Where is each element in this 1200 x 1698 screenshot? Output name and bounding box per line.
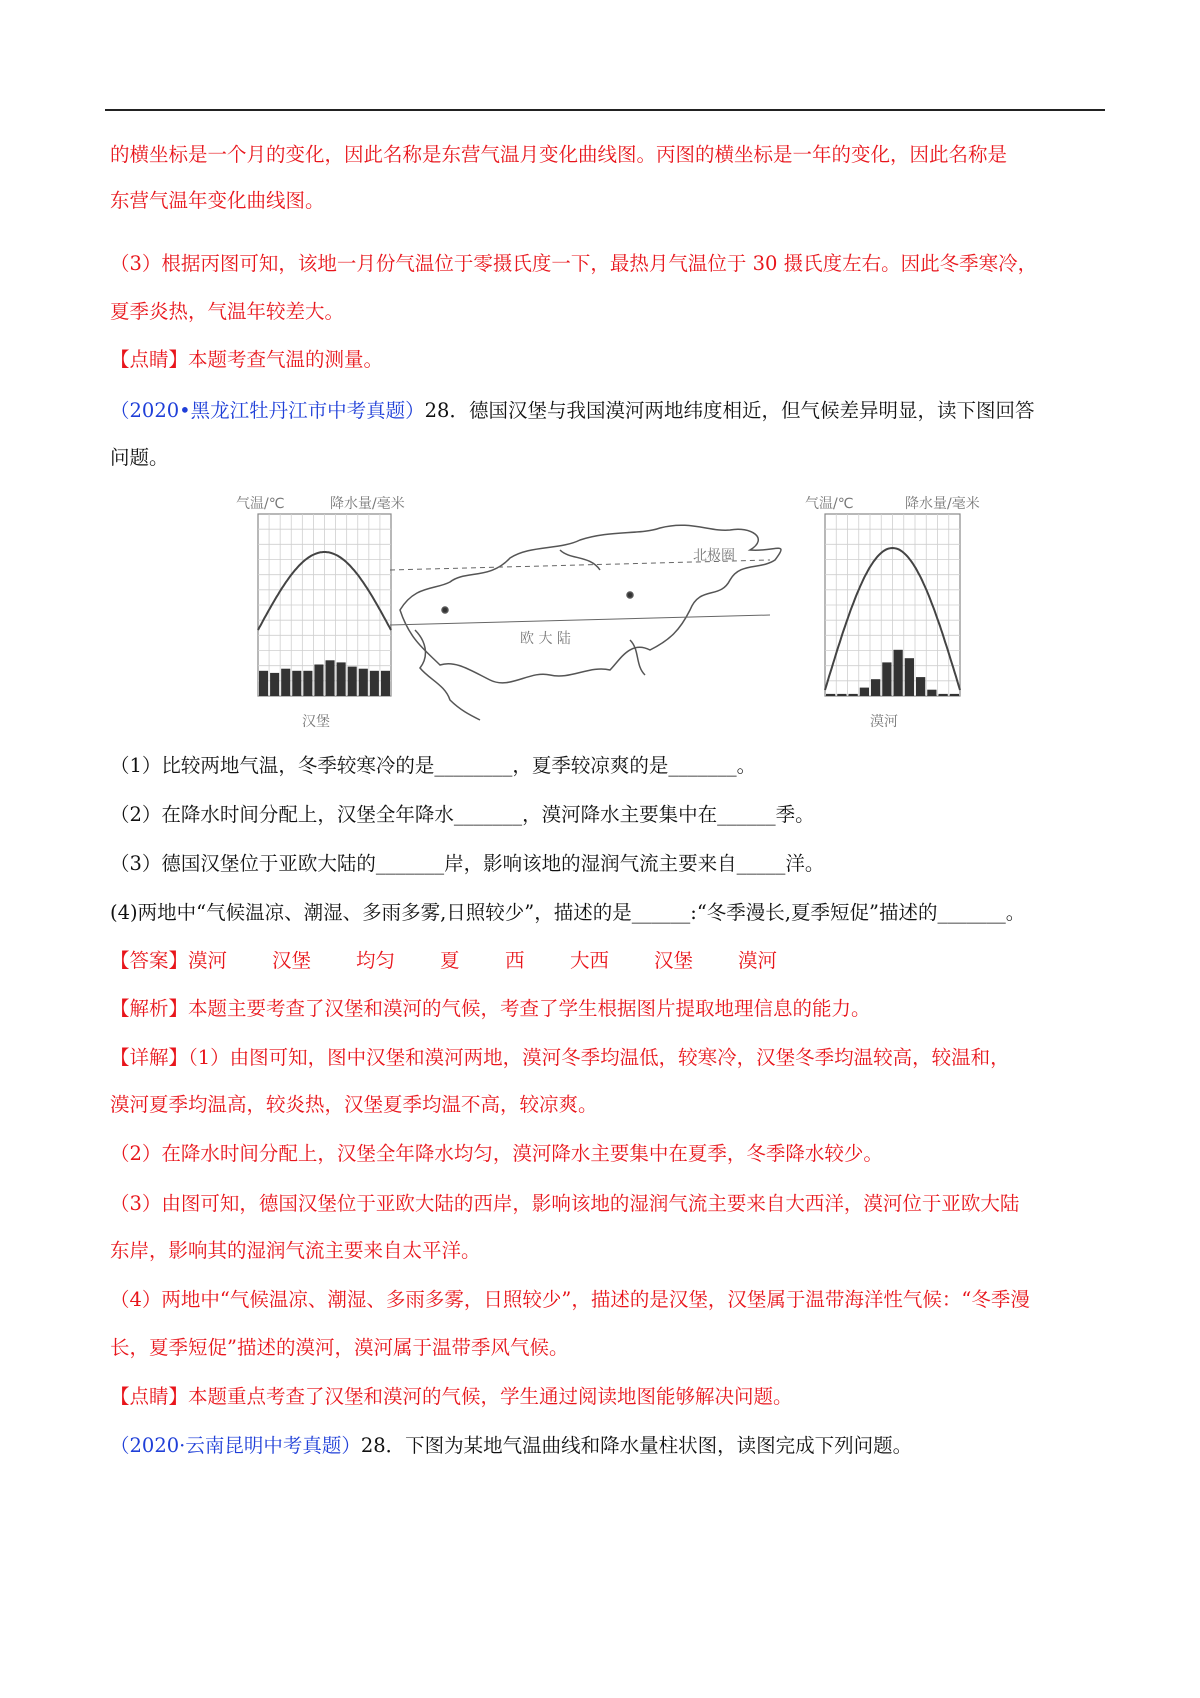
detail-line: 【详解】（1）由图可知，图中汉堡和漠河两地，漠河冬季均温低，较寒冷，汉堡冬季均温较高，较温和，: [110, 1046, 1010, 1069]
precip-bar: [270, 673, 279, 696]
answer-line: [110, 947, 777, 975]
answer-item: 夏: [440, 949, 460, 972]
answer-item: 大西: [570, 949, 610, 972]
right-city-label: 漠河: [870, 714, 898, 730]
source-tag: （2020·云南昆明中考真题）: [110, 1434, 361, 1457]
precip-bar: [348, 667, 357, 696]
answer-item: 汉堡: [654, 949, 694, 972]
precip-bar: [314, 665, 323, 697]
answer-label: 【答案】: [110, 949, 189, 972]
detail-line: 东岸，影响其的湿润气流主要来自太平洋。: [110, 1239, 481, 1262]
answer-item: 漠河: [738, 949, 778, 972]
precip-bar: [359, 669, 368, 696]
precip-bar: [326, 660, 335, 696]
source-tag: （2020•黑龙江牡丹江市中考真题）: [110, 399, 425, 422]
question-text: 28．下图为某地气温曲线和降水量柱状图，读图完成下列问题。: [360, 1434, 913, 1457]
question-1: （1）比较两地气温，冬季较寒冷的是________，夏季较凉爽的是_______。: [110, 754, 757, 777]
precip-bar: [950, 694, 959, 696]
precip-bar: [281, 669, 290, 696]
answer-item: 西: [505, 949, 525, 972]
precip-bar: [826, 694, 835, 696]
comment-line: 【点睛】本题考查气温的测量。: [110, 348, 384, 371]
text-line: 的横坐标是一个月的变化，因此名称是东营气温月变化曲线图。丙图的横坐标是一年的变化，因此名称是: [110, 143, 1008, 166]
question-text: 问题。: [110, 446, 169, 469]
precip-bar: [860, 688, 869, 696]
continent-label: 欧 大 陆: [520, 631, 571, 647]
precip-bar: [381, 671, 390, 696]
detail-line: （3）由图可知，德国汉堡位于亚欧大陆的西岸，影响该地的湿润气流主要来自大西洋，漠河位于亚欧大陆: [110, 1192, 1020, 1215]
climate-figure: [230, 490, 1015, 735]
left-precip-axis-label: 降水量/毫米: [330, 496, 405, 512]
question-4: (4)两地中“气候温凉、潮湿、多雨多雾,日照较少”，描述的是______:“冬季漫长,夏季短促”描述的_______。: [110, 901, 1026, 924]
climate-figure-svg: [230, 490, 1015, 735]
question-text: 28．德国汉堡与我国漠河两地纬度相近，但气候差异明显，读下图回答: [424, 399, 1035, 422]
comment-line: 【点睛】本题重点考查了汉堡和漠河的气候，学生通过阅读地图能够解决问题。: [110, 1385, 793, 1408]
precip-bar: [259, 671, 268, 696]
precip-bar: [837, 694, 846, 696]
precip-bar: [849, 694, 858, 696]
left-city-label: 汉堡: [302, 714, 330, 730]
precip-bar: [894, 650, 903, 696]
text-line: （3）根据丙图可知，该地一月份气温位于零摄氏度一下，最热月气温位于 30 摄氏度左右。因此冬季寒冷，: [110, 252, 1038, 275]
precip-bar: [916, 677, 925, 696]
detail-line: 长，夏季短促”描述的漠河，漠河属于温带季风气候。: [110, 1336, 569, 1359]
text-line: 夏季炎热，气温年较差大。: [110, 300, 345, 323]
precip-bar: [905, 658, 914, 696]
arctic-circle-label: 北极圈: [693, 548, 735, 564]
precip-bar: [337, 662, 346, 696]
question-header: [110, 397, 1034, 425]
precip-bar: [939, 694, 948, 696]
left-temp-axis-label: 气温/℃: [236, 496, 285, 512]
detail-line: （2）在降水时间分配上，汉堡全年降水均匀，漠河降水主要集中在夏季，冬季降水较少。: [110, 1142, 883, 1165]
precip-bar: [303, 671, 312, 696]
detail-line: 漠河夏季均温高，较炎热，汉堡夏季均温不高，较凉爽。: [110, 1093, 598, 1116]
precip-bar: [871, 679, 880, 696]
precip-bar: [927, 690, 936, 696]
detail-line: （4）两地中“气候温凉、潮湿、多雨多雾，日照较少”，描述的是汉堡，汉堡属于温带海洋性气候：“冬季漫: [110, 1288, 1030, 1311]
answer-item: 均匀: [356, 949, 396, 972]
next-question-header: [110, 1432, 912, 1460]
analysis-line: 【解析】本题主要考查了汉堡和漠河的气候，考查了学生根据图片提取地理信息的能力。: [110, 997, 871, 1020]
precip-bar: [882, 662, 891, 696]
header-rule: [105, 109, 1105, 111]
right-precip-axis-label: 降水量/毫米: [905, 496, 980, 512]
right-temp-axis-label: 气温/℃: [805, 496, 854, 512]
answer-item: 汉堡: [272, 949, 312, 972]
question-2: （2）在降水时间分配上，汉堡全年降水_______，漠河降水主要集中在______季。: [110, 803, 815, 826]
precip-bar: [292, 671, 301, 696]
precip-bar: [370, 671, 379, 696]
answer-item: 漠河: [188, 949, 228, 972]
text-line: 东营气温年变化曲线图。: [110, 189, 325, 212]
question-3: （3）德国汉堡位于亚欧大陆的_______岸，影响该地的湿润气流主要来自_____洋。: [110, 852, 825, 875]
